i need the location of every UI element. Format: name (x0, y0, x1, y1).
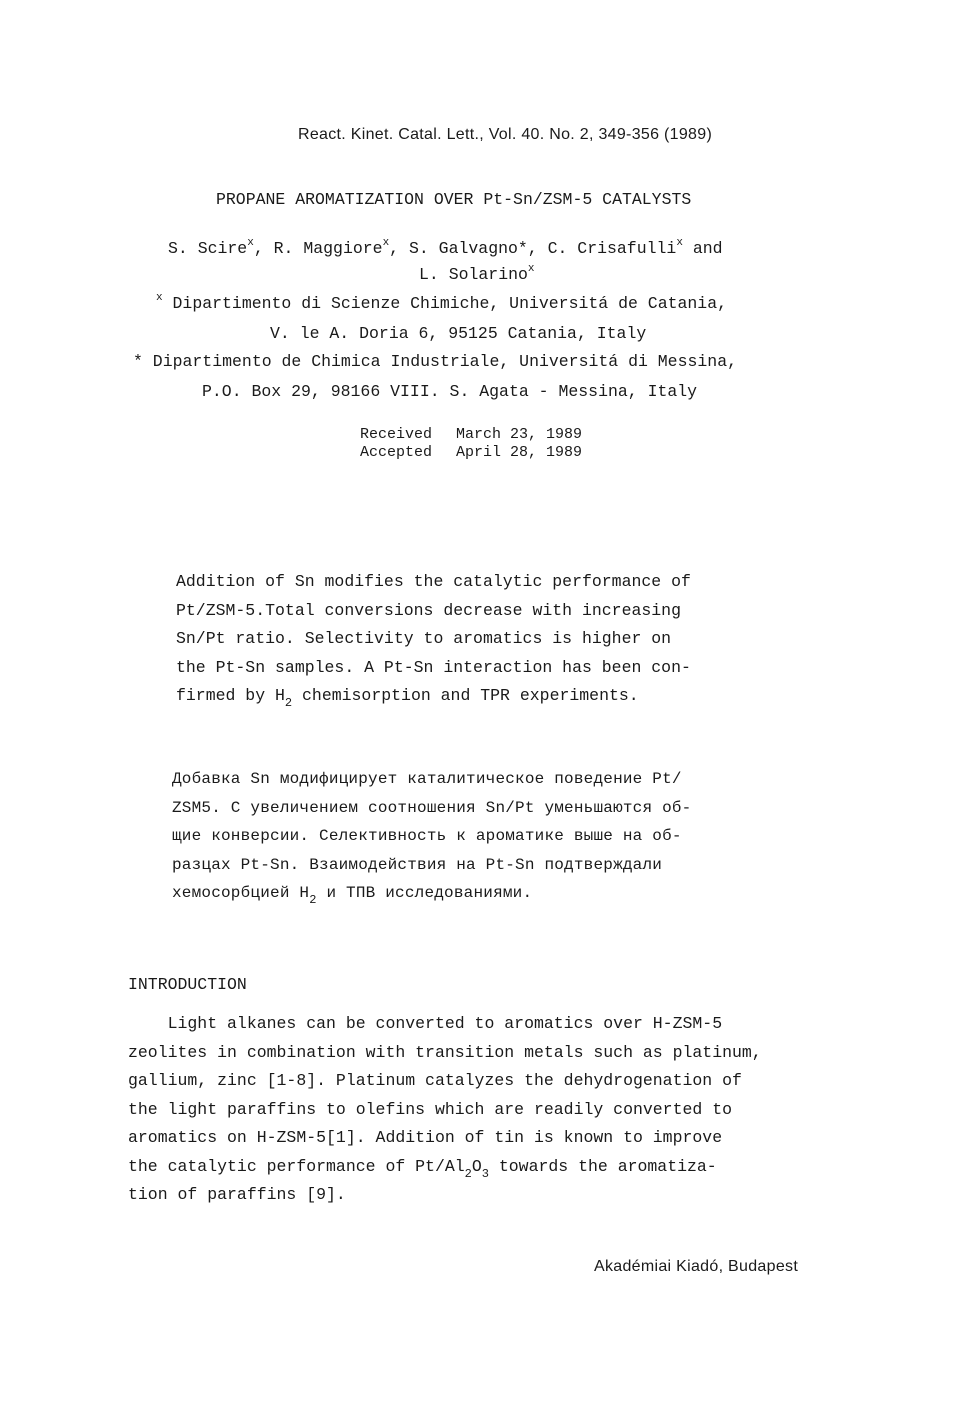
body-line: gallium, zinc [1-8]. Platinum catalyzes the dehydrogenation of (128, 1071, 742, 1090)
affiliation-mark: x (527, 262, 535, 275)
received-label: Received (360, 426, 433, 443)
authors-line-2 (419, 262, 535, 284)
affiliation-catania-address: V. le A. Doria 6, 95125 Catania, Italy (270, 324, 647, 343)
abstract-line: Pt/ZSM-5.Total conversions decrease with increasing (176, 600, 681, 620)
section-heading-introduction: INTRODUCTION (128, 975, 247, 994)
authors-galvagno-crisafulli: , S. Galvagno*, C. Crisafulli (389, 239, 677, 258)
body-line: tion of paraffins [9]. (128, 1185, 346, 1204)
affiliation-catania: $^x$ Dipartimento di Scienze Chimiche, Universitá de Catania, (156, 291, 728, 313)
abstract-line: щие конверсии. Селективность к ароматике выше на об- (172, 827, 682, 845)
abstract-line: хемосорбцией $H_2$ и ТПВ исследованиями. (172, 884, 533, 908)
author-scire: S. Scire (168, 239, 248, 258)
affiliation-messina: * Dipartimento de Chimica Industriale, Universitá di Messina, (133, 352, 737, 371)
affiliation-mark: x (156, 291, 163, 304)
affiliation-messina-address: P.O. Box 29, 98166 VIII. S. Agata - Messina, Italy (202, 382, 698, 401)
abstract-english (176, 568, 691, 711)
abstract-line: firmed by $H_2$ chemisorption and TPR experiments. (176, 686, 639, 711)
abstract-line: Sn/Pt ratio. Selectivity to aromatics is higher on (176, 629, 672, 648)
author-maggiore: , R. Maggiore (253, 239, 383, 258)
body-line: zeolites in combination with transition metals such as platinum, (128, 1042, 762, 1062)
affiliation-mark: x (247, 236, 254, 249)
abstract-line: разцах Pt-Sn. Взаимодействия на Pt-Sn подтверждали (172, 855, 663, 874)
abstract-line: the Pt-Sn samples. A Pt-Sn interaction has been con- (176, 657, 691, 677)
body-line: the light paraffins to olefins which are readily converted to (128, 1099, 732, 1119)
accepted-date: April 28, 1989 (456, 444, 583, 461)
body-line: Light alkanes can be converted to aromatics over H-ZSM-5 (128, 1014, 723, 1033)
body-line: aromatics on H-ZSM-5[1]. Addition of tin is known to improve (128, 1128, 723, 1147)
author-solarino: L. Solarino (419, 265, 528, 284)
abstract-line: ZSM5. С увеличением соотношения Sn/Pt уменьшаются об- (172, 798, 692, 817)
affiliation-mark: x (382, 236, 390, 249)
authors-line-1 (168, 236, 723, 258)
affiliation-mark: x (676, 236, 683, 249)
received-date: March 23, 1989 (456, 426, 583, 443)
paper-title: PROPANE AROMATIZATION OVER Pt-Sn/ZSM-5 CATALYSTS (216, 190, 692, 209)
accepted-label: Accepted (360, 444, 433, 461)
publisher-footer: Akadémiai Kiadó, Budapest (594, 1258, 799, 1275)
abstract-russian (172, 765, 691, 908)
introduction-body (128, 1010, 762, 1210)
abstract-line: Добавка Sn модифицирует каталитическое поведение Pt/ (172, 770, 682, 788)
body-line: the catalytic performance of $Pt/Al_2O_3$ towards the aromatiza- (128, 1156, 717, 1181)
authors-and: and (682, 239, 723, 258)
journal-reference: React. Kinet. Catal. Lett., Vol. 40. No. 2, 349-356 (1989) (298, 126, 713, 143)
abstract-line: Addition of Sn modifies the catalytic performance of (176, 572, 691, 591)
